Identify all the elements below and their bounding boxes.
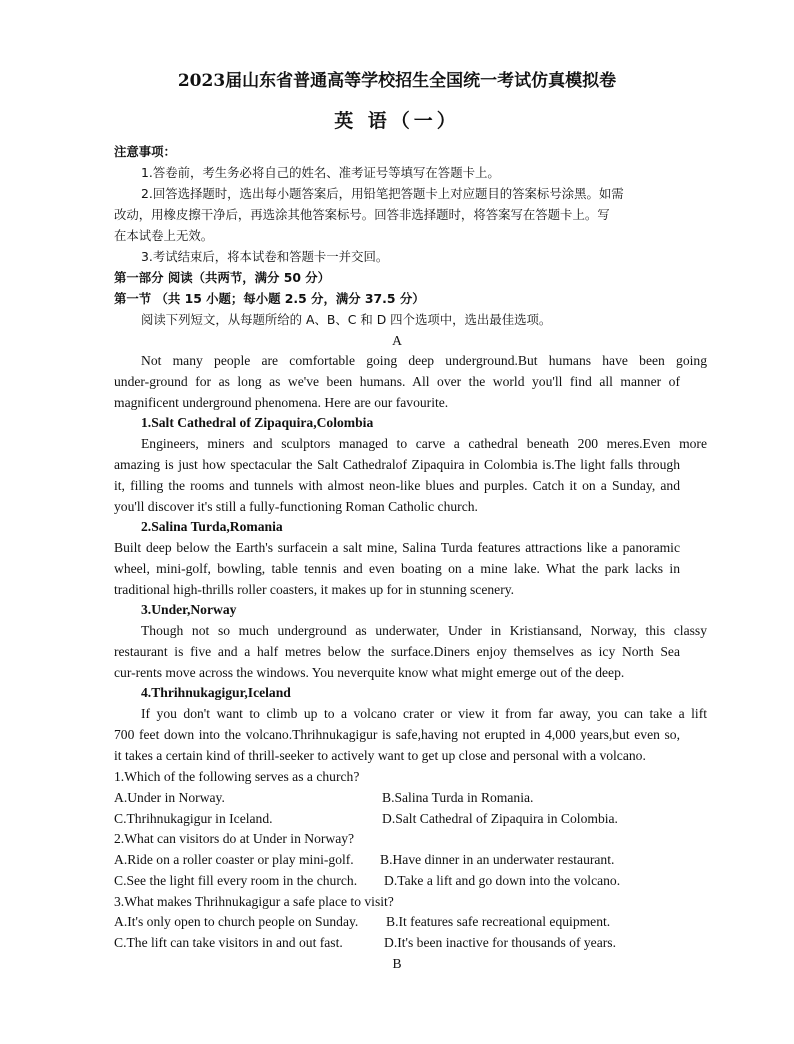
paragraph-line: Though not so much underground as underwater, Under in Kristiansand, Norway, this classy — [141, 623, 707, 638]
paragraph-line: Engineers, miners and sculptors managed to carve a cathedral beneath 200 meres.Even more — [141, 436, 707, 451]
paragraph-line: you'll discover it's still a fully-functioning Roman Catholic church. — [114, 499, 478, 514]
paragraph-line: 700 feet down into the volcano.Thrihnukagigur is safe,having not erupted in 4,000 years,but even so, — [114, 727, 680, 742]
section-heading-thrihnukagigur: 4.Thrihnukagigur,Iceland — [141, 685, 291, 700]
note-item-2-line-1: 2.回答选择题时，选出每小题答案后，用铅笔把答题卡上对应题目的答案标号涂黑。如需 — [141, 186, 624, 201]
question-2-option-b: B.Have dinner in an underwater restaurant. — [380, 852, 615, 867]
paragraph-line: it, filling the rooms and tunnels with almost neon-like blues and purples. Catch it on a Sunday, and — [114, 478, 680, 493]
notes-heading: 注意事项： — [114, 144, 176, 159]
question-1-option-a: A.Under in Norway. — [114, 790, 225, 805]
note-item-2-line-2: 改动，用橡皮擦干净后，再选涂其他答案标号。回答非选择题时，将答案写在答题卡上。写 — [114, 207, 610, 222]
question-2-option-c: C.See the light fill every room in the church. — [114, 873, 358, 888]
paragraph-line: wheel, mini-golf, bowling, table tennis and even boating on a mine lake. What the park lacks in — [114, 561, 680, 576]
section1-heading: 第一节 （共 15 小题；每小题 2.5 分，满分 37.5 分） — [114, 291, 425, 306]
question-2-option-a: A.Ride on a roller coaster or play mini-golf. — [114, 852, 354, 867]
passage-b-label: B — [392, 956, 402, 971]
question-3-stem: 3.What makes Thrihnukagigur a safe place to visit? — [114, 894, 394, 909]
section-heading-under: 3.Under,Norway — [141, 602, 237, 617]
note-item-1: 1.答卷前，考生务必将自己的姓名、准考证号等填写在答题卡上。 — [141, 165, 500, 180]
section-instruction: 阅读下列短文，从每题所给的 A、B、C 和 D 四个选项中，选出最佳选项。 — [141, 312, 552, 327]
section-heading-salina-turda: 2.Salina Turda,Romania — [141, 519, 283, 534]
question-3-option-c: C.The lift can take visitors in and out fast. — [114, 935, 343, 950]
paragraph-line: If you don't want to climb up to a volcano crater or view it from far away, you can take a lift — [141, 706, 707, 721]
paragraph-line: Built deep below the Earth's surfacein a salt mine, Salina Turda features attractions like a panoramic — [114, 540, 680, 555]
question-2-stem: 2.What can visitors do at Under in Norway? — [114, 831, 355, 846]
paragraph-line: restaurant is five and a half metres below the surface.Diners enjoy themselves as icy North Sea — [114, 644, 680, 659]
note-item-3: 3.考试结束后，将本试卷和答题卡一并交回。 — [141, 249, 389, 264]
question-1-option-d: D.Salt Cathedral of Zipaquira in Colombia. — [382, 811, 618, 826]
question-1-option-b: B.Salina Turda in Romania. — [382, 790, 534, 805]
paragraph-line: traditional high-thrills roller coasters, it makes up for in stunning scenery. — [114, 582, 515, 597]
exam-title: 2023届山东省普通高等学校招生全国统一考试仿真模拟卷 — [177, 71, 617, 91]
note-item-2-line-3: 在本试卷上无效。 — [114, 228, 214, 243]
section-heading-salt-cathedral: 1.Salt Cathedral of Zipaquira,Colombia — [141, 415, 374, 430]
question-3-option-a: A.It's only open to church people on Sunday. — [114, 914, 359, 929]
question-1-option-c: C.Thrihnukagigur in Iceland. — [114, 811, 273, 826]
passage-a-intro-line: magnificent underground phenomena. Here are our favourite. — [114, 395, 449, 410]
question-3-option-d: D.It's been inactive for thousands of years. — [384, 935, 616, 950]
question-2-option-d: D.Take a lift and go down into the volcano. — [384, 873, 621, 888]
paragraph-line: amazing is just how spectacular the Salt Cathedralof Zipaquira in Colombia is.The light falls through — [114, 457, 680, 472]
passage-a-intro-line: under-ground for as long as we've been humans. All over the world you'll find all manner of — [114, 374, 680, 389]
exam-subtitle: 英 语（一） — [334, 110, 460, 132]
paragraph-line: it takes a certain kind of thrill-seeker to actively want to get up close and personal with a volcano. — [114, 748, 646, 763]
question-3-option-b: B.It features safe recreational equipment. — [386, 914, 611, 929]
question-1-stem: 1.Which of the following serves as a church? — [114, 769, 360, 784]
passage-a-intro-line: Not many people are comfortable going deep underground.But humans have been going — [141, 353, 707, 368]
paragraph-line: cur-rents move across the windows. You neverquite know what might emerge out of the deep. — [114, 665, 625, 680]
part1-heading: 第一部分 阅读（共两节，满分 50 分） — [114, 270, 331, 285]
passage-a-label: A — [392, 333, 402, 348]
